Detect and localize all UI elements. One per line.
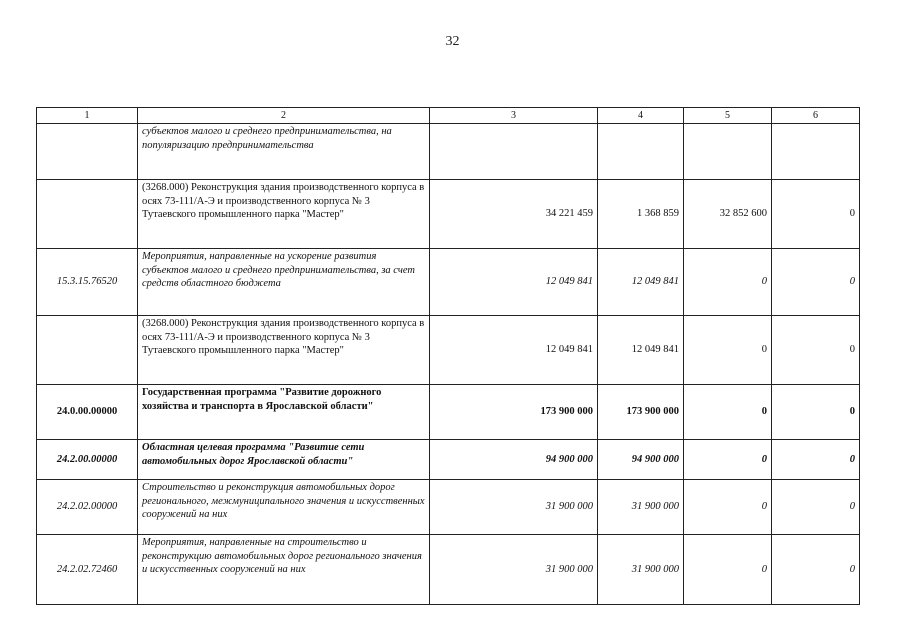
table-row bbox=[37, 385, 860, 440]
column-header: 6 bbox=[772, 108, 860, 124]
row-name: Строительство и реконструкция автомобильных дорог регионального, межмуниципального значения и искусственных сооружений на них bbox=[138, 480, 430, 535]
page-number: 32 bbox=[445, 34, 460, 49]
budget-table bbox=[36, 107, 860, 605]
col5-value: 0 bbox=[684, 480, 772, 535]
column-header: 4 bbox=[598, 108, 684, 124]
column-header: 3 bbox=[430, 108, 598, 124]
col4-value: 94 900 000 bbox=[598, 440, 684, 480]
col5-value: 0 bbox=[684, 385, 772, 440]
row-code: 24.2.02.72460 bbox=[37, 535, 138, 605]
col3-value: 31 900 000 bbox=[430, 535, 598, 605]
column-header: 5 bbox=[684, 108, 772, 124]
col6-value: 0 bbox=[772, 440, 860, 480]
row-code bbox=[37, 180, 138, 249]
col6-value: 0 bbox=[772, 249, 860, 316]
row-name: субъектов малого и среднего предпринимательства, на популяризацию предпринимательства bbox=[138, 124, 430, 180]
col5-value: 0 bbox=[684, 316, 772, 385]
row-name: Мероприятия, направленные на ускорение развития субъектов малого и среднего предпринимательства, за счет средств областного бюджета bbox=[138, 249, 430, 316]
row-code bbox=[37, 316, 138, 385]
row-name: (3268.000) Реконструкция здания производственного корпуса в осях 73-111/А-Э и производственного корпуса № 3 Тутаевского промышленного парка "Мастер" bbox=[138, 180, 430, 249]
col3-value: 94 900 000 bbox=[430, 440, 598, 480]
row-code bbox=[37, 124, 138, 180]
col5-value: 0 bbox=[684, 535, 772, 605]
column-header: 1 bbox=[37, 108, 138, 124]
col4-value: 1 368 859 bbox=[598, 180, 684, 249]
col3-value: 34 221 459 bbox=[430, 180, 598, 249]
table-row bbox=[37, 249, 860, 316]
col6-value bbox=[772, 124, 860, 180]
col4-value: 31 900 000 bbox=[598, 480, 684, 535]
row-code: 15.3.15.76520 bbox=[37, 249, 138, 316]
col4-value: 12 049 841 bbox=[598, 316, 684, 385]
row-code: 24.0.00.00000 bbox=[37, 385, 138, 440]
col5-value: 0 bbox=[684, 440, 772, 480]
col4-value: 173 900 000 bbox=[598, 385, 684, 440]
table-row bbox=[37, 480, 860, 535]
column-header: 2 bbox=[138, 108, 430, 124]
col6-value: 0 bbox=[772, 480, 860, 535]
col5-value bbox=[684, 124, 772, 180]
table-row bbox=[37, 124, 860, 180]
col6-value: 0 bbox=[772, 180, 860, 249]
table-row bbox=[37, 440, 860, 480]
col3-value: 173 900 000 bbox=[430, 385, 598, 440]
row-name: Областная целевая программа "Развитие сети автомобильных дорог Ярославской области" bbox=[138, 440, 430, 480]
row-name: (3268.000) Реконструкция здания производственного корпуса в осях 73-111/А-Э и производственного корпуса № 3 Тутаевского промышленного парка "Мастер" bbox=[138, 316, 430, 385]
col4-value: 12 049 841 bbox=[598, 249, 684, 316]
col3-value bbox=[430, 124, 598, 180]
row-code: 24.2.00.00000 bbox=[37, 440, 138, 480]
col4-value bbox=[598, 124, 684, 180]
col6-value: 0 bbox=[772, 316, 860, 385]
row-name: Мероприятия, направленные на строительство и реконструкцию автомобильных дорог регионального значения и искусственных сооружений на них bbox=[138, 535, 430, 605]
header-row bbox=[37, 108, 860, 124]
col6-value: 0 bbox=[772, 535, 860, 605]
table-row bbox=[37, 316, 860, 385]
table-row bbox=[37, 535, 860, 605]
col3-value: 12 049 841 bbox=[430, 316, 598, 385]
col4-value: 31 900 000 bbox=[598, 535, 684, 605]
col6-value: 0 bbox=[772, 385, 860, 440]
row-code: 24.2.02.00000 bbox=[37, 480, 138, 535]
col5-value: 0 bbox=[684, 249, 772, 316]
col5-value: 32 852 600 bbox=[684, 180, 772, 249]
table-row bbox=[37, 180, 860, 249]
col3-value: 31 900 000 bbox=[430, 480, 598, 535]
row-name: Государственная программа "Развитие дорожного хозяйства и транспорта в Ярославской области" bbox=[138, 385, 430, 440]
col3-value: 12 049 841 bbox=[430, 249, 598, 316]
